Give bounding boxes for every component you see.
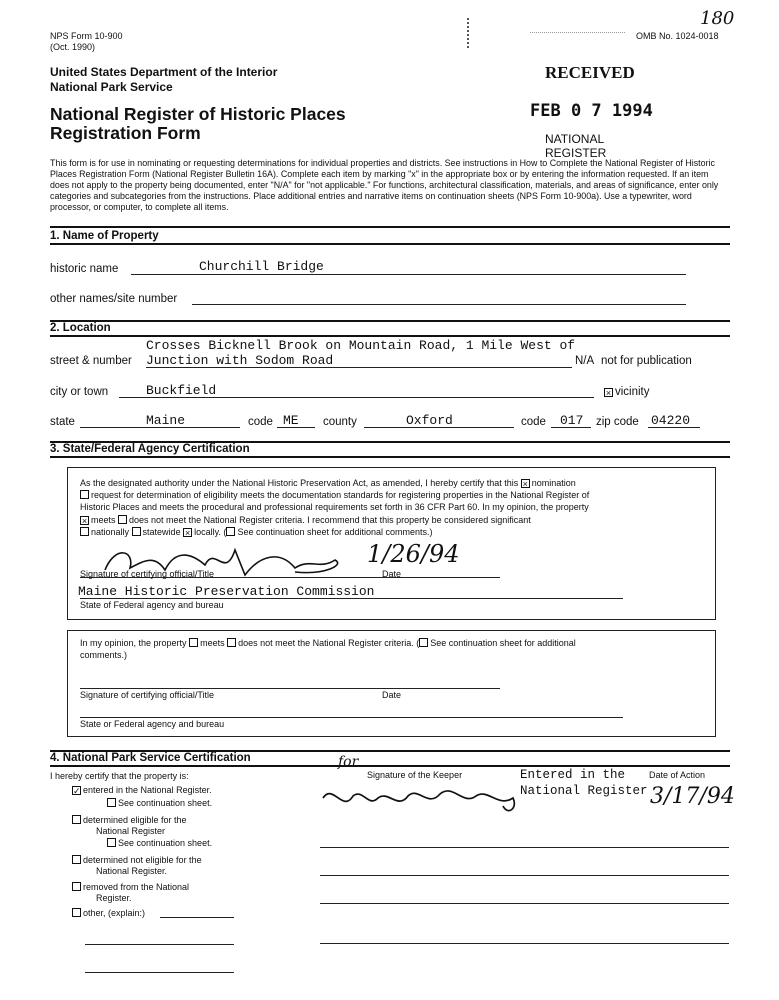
other-field-2[interactable] [85, 944, 234, 945]
section-4-title: 4. National Park Service Certification [50, 752, 251, 764]
cert-signature-label: Signature of certifying official/Title [80, 569, 215, 579]
op-signature-label: Signature of certifying official/Title [80, 690, 215, 700]
street-value-2: Junction with Sodom Road [146, 353, 334, 368]
cert-line-5: nationally statewide × locally. ( See continuation sheet for additional comments.) [80, 527, 705, 538]
certifying-date-value: 1/26/94 [367, 540, 460, 568]
opt-eligible: determined eligible for the [72, 815, 187, 826]
form-number: NPS Form 10-900 [50, 31, 123, 41]
entered-stamp-1: Entered in the [520, 768, 626, 782]
cert-line-4: × meets does not meet the National Register criteria. I recommend that this property be considered significant [81, 515, 531, 526]
other-field[interactable] [160, 917, 234, 918]
service: National Park Service [50, 80, 173, 94]
other-field-3[interactable] [85, 972, 234, 973]
keeper-intro: I hereby certify that the property is: [50, 771, 189, 781]
agency-field[interactable] [80, 598, 623, 599]
entered-cont-checkbox[interactable] [107, 798, 116, 807]
form-title-1: National Register of Historic Places [50, 104, 346, 124]
nfp-mark[interactable]: N/A [575, 355, 595, 367]
historic-name-value: Churchill Bridge [199, 259, 324, 274]
nfp-label: not for publication [601, 355, 692, 367]
historic-name-field[interactable] [131, 274, 686, 275]
section-3-title: 3. State/Federal Agency Certification [50, 443, 250, 455]
instructions: This form is for use in nominating or requesting determinations for individual properties and districts. See instructions in How to Complete the National Register of Historic Places Registration Form (National Register Bulletin 16A). Complete each item by marking "x" in the appropriate box or by entering the information requested. If an item does not apply to the property being documented, enter "N/A" for "not applicable." For functions, architectural classification, materials, and areas of significance, enter only categories and subcategories from the instructions. Place additional entries and narrative items on continuation sheets (NPS Form 10-900a). Use a typewriter, word processor, or computer, to complete all items. [50, 158, 719, 212]
opinion-line-1: In my opinion, the property meets does not meet the National Register criteria. ( See continuation sheet for additional [80, 638, 576, 648]
continuation-checkbox[interactable] [226, 527, 235, 536]
keeper-line-2[interactable] [320, 847, 729, 848]
not-meet-checkbox[interactable] [118, 515, 127, 524]
opt-entered: ✓ entered in the National Register. [73, 785, 212, 796]
date-of-action-value: 3/17/94 [650, 784, 735, 809]
statewide-checkbox[interactable] [132, 527, 141, 536]
page-mark: 180 [700, 8, 735, 29]
cert-line-2: request for determination of eligibility meets the documentation standards for registering properties in the National Register of [80, 490, 705, 501]
state-label: state [50, 416, 75, 428]
zip-value: 04220 [651, 413, 691, 428]
city-label: city or town [50, 386, 109, 398]
agency-value: Maine Historic Preservation Commission [78, 584, 375, 599]
eligible-cont-checkbox[interactable] [107, 838, 116, 847]
opt-eligible-2: National Register [96, 826, 166, 836]
street-value-1: Crosses Bicknell Brook on Mountain Road, 1 Mile West of [146, 338, 576, 353]
vicinity-checkbox[interactable]: × vicinity [605, 386, 650, 398]
county-code-value: 017 [560, 413, 584, 428]
divider [50, 320, 730, 322]
nationally-checkbox[interactable] [80, 527, 89, 536]
op-agency-label: State or Federal agency and bureau [80, 719, 225, 729]
state-value: Maine [146, 413, 186, 428]
other-checkbox[interactable] [72, 908, 81, 917]
vicinity-label: vicinity [615, 386, 650, 398]
historic-name-label: historic name [50, 263, 119, 275]
street-label: street & number [50, 355, 132, 367]
divider [50, 765, 730, 767]
date-of-action-label: Date of Action [649, 770, 706, 780]
form-title-2: Registration Form [50, 123, 201, 143]
op-continuation-checkbox[interactable] [419, 638, 428, 647]
cert-date-label: Date [382, 569, 402, 579]
op-date-label: Date [382, 690, 402, 700]
removed-checkbox[interactable] [72, 882, 81, 891]
nomination-checkbox[interactable]: × [522, 479, 528, 489]
stamp-register: REGISTER [545, 146, 607, 160]
eligible-checkbox[interactable] [72, 815, 81, 824]
entered-checkbox[interactable]: ✓ [73, 786, 81, 796]
city-value: Buckfield [146, 383, 217, 398]
state-code-value: ME [283, 413, 299, 428]
divider [50, 226, 730, 228]
received-stamp: RECEIVED [545, 63, 635, 82]
opt-not-eligible: determined not eligible for the [72, 855, 202, 866]
scan-mark [467, 18, 471, 48]
opt-entered-cont: See continuation sheet. [107, 798, 212, 809]
county-code-label: code [521, 416, 546, 428]
op-signature-field[interactable] [80, 688, 500, 689]
county-label: county [323, 416, 357, 428]
cert-line-1: As the designated authority under the National Historic Preservation Act, as amended, I hereby certify that this × nomination [80, 478, 576, 489]
opt-not-eligible-2: National Register. [96, 866, 168, 876]
meets-checkbox[interactable]: × [81, 516, 88, 526]
cert-line-3: Historic Places and meets the procedural and professional requirements set forth in 36 CFR Part 60. In my opinion, the property [80, 502, 589, 512]
received-date: FEB 0 7 1994 [530, 101, 653, 121]
keeper-signature [318, 778, 528, 818]
divider [50, 456, 730, 458]
scan-dots [530, 32, 625, 33]
omb-number: OMB No. 1024-0018 [636, 31, 719, 41]
section-1-title: 1. Name of Property [50, 230, 159, 242]
not-eligible-checkbox[interactable] [72, 855, 81, 864]
opt-eligible-cont: See continuation sheet. [107, 838, 212, 849]
other-names-label: other names/site number [50, 293, 178, 305]
divider [50, 243, 730, 245]
opt-other: other, (explain:) [72, 908, 145, 919]
agency-label: State of Federal agency and bureau [80, 600, 224, 610]
opinion-line-2: comments.) [80, 650, 128, 660]
op-not-meet-checkbox[interactable] [227, 638, 236, 647]
section-2-title: 2. Location [50, 322, 111, 334]
for-mark: for [338, 754, 359, 770]
locally-checkbox[interactable]: × [184, 528, 191, 538]
op-meets-checkbox[interactable] [189, 638, 198, 647]
opt-removed-2: Register. [96, 893, 132, 903]
stamp-national: NATIONAL [545, 132, 605, 146]
keeper-line-3[interactable] [320, 875, 729, 876]
keeper-line-5[interactable] [320, 943, 729, 944]
keeper-line-4[interactable] [320, 903, 729, 904]
other-names-field[interactable] [192, 304, 686, 305]
zip-label: zip code [596, 416, 639, 428]
keeper-sig-label: Signature of the Keeper [367, 770, 463, 780]
form-date: (Oct. 1990) [50, 42, 96, 52]
county-value: Oxford [406, 413, 453, 428]
request-checkbox[interactable] [80, 490, 89, 499]
entered-stamp-2: National Register [520, 784, 648, 798]
op-agency-field[interactable] [80, 717, 623, 718]
state-code-label: code [248, 416, 273, 428]
opt-removed: removed from the National [72, 882, 189, 893]
divider [50, 335, 730, 337]
department: United States Department of the Interior [50, 65, 278, 79]
